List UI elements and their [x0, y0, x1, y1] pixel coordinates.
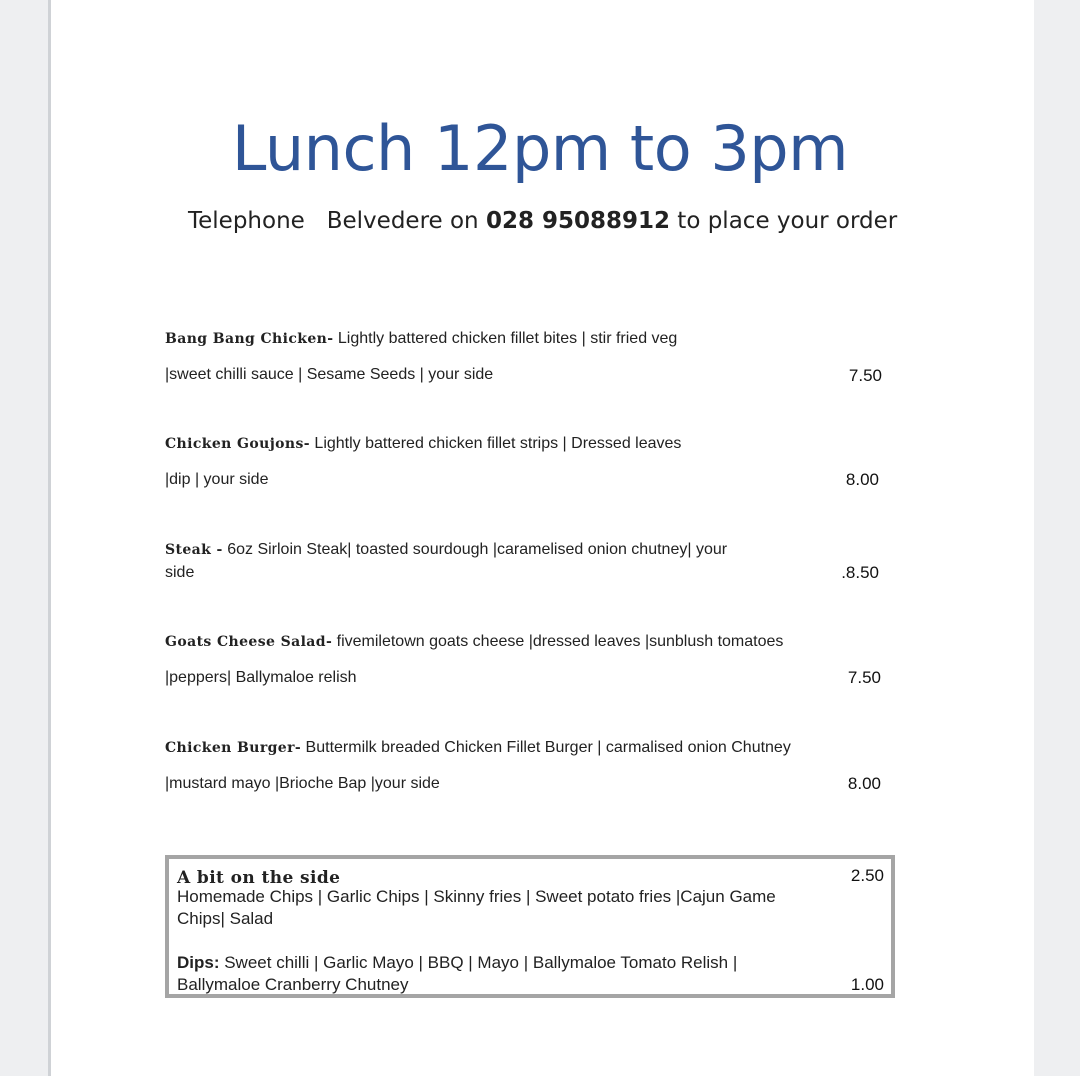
item-price: 7.50: [848, 366, 882, 385]
item-price: .8.50: [841, 563, 879, 582]
item-description: fivemiletown goats cheese |dressed leaves |sunblush tomatoes: [332, 633, 784, 650]
item-name: Bang Bang Chicken-: [165, 331, 334, 347]
item-name: Goats Cheese Salad-: [165, 634, 333, 650]
item-description-line2: |sweet chilli sauce | Sesame Seeds | your side: [165, 366, 494, 383]
item-description-line2: |mustard mayo |Brioche Bap |your side: [165, 775, 440, 792]
telephone-number: 028 95088912: [485, 208, 670, 234]
telephone-suffix: to place your order: [670, 208, 898, 234]
page-title: Lunch 12pm to 3pm: [231, 112, 849, 185]
menu-item-steak: [165, 541, 727, 559]
menu-item-chicken-goujons: [165, 435, 681, 453]
sides-items-line1: Homemade Chips | Garlic Chips | Skinny fries | Sweet potato fries |Cajun Game: [177, 887, 776, 906]
menu-item-goats-cheese-salad: [165, 633, 783, 651]
telephone-line: [188, 208, 897, 234]
dips-items: Sweet chilli | Garlic Mayo | BBQ | Mayo | Ballymaloe Tomato Relish |: [219, 953, 738, 972]
sides-items-line2: Chips| Salad: [177, 909, 274, 928]
item-name: Chicken Burger-: [165, 740, 302, 756]
sides-heading: A bit on the side: [177, 868, 341, 888]
dips-line2: Ballymaloe Cranberry Chutney: [177, 975, 409, 994]
item-price: 8.00: [847, 774, 881, 793]
item-description: Buttermilk breaded Chicken Fillet Burger | carmalised onion Chutney: [301, 739, 791, 756]
menu-item-chicken-burger: [165, 739, 791, 757]
item-description-line2: |peppers| Ballymaloe relish: [165, 669, 357, 686]
sides-price: 2.50: [850, 866, 884, 885]
dips-line1: [177, 953, 737, 973]
sides-box: [165, 855, 895, 998]
item-description-line2: |dip | your side: [165, 471, 269, 488]
item-description: Lightly battered chicken fillet bites | stir fried veg: [333, 330, 678, 347]
item-name: Steak -: [165, 542, 223, 558]
telephone-prefix: Telephone Belvedere on: [188, 208, 486, 234]
item-price: 7.50: [847, 668, 881, 687]
dips-label: Dips:: [177, 953, 220, 972]
item-name: Chicken Goujons-: [165, 436, 310, 452]
item-description: 6oz Sirloin Steak| toasted sourdough |caramelised onion chutney| your: [222, 541, 728, 558]
menu-item-bang-bang-chicken: [165, 330, 677, 348]
item-description: Lightly battered chicken fillet strips | Dressed leaves: [309, 435, 682, 452]
item-price: 8.00: [845, 470, 879, 489]
dips-price: 1.00: [850, 975, 884, 994]
item-description-line2: side: [165, 564, 195, 581]
